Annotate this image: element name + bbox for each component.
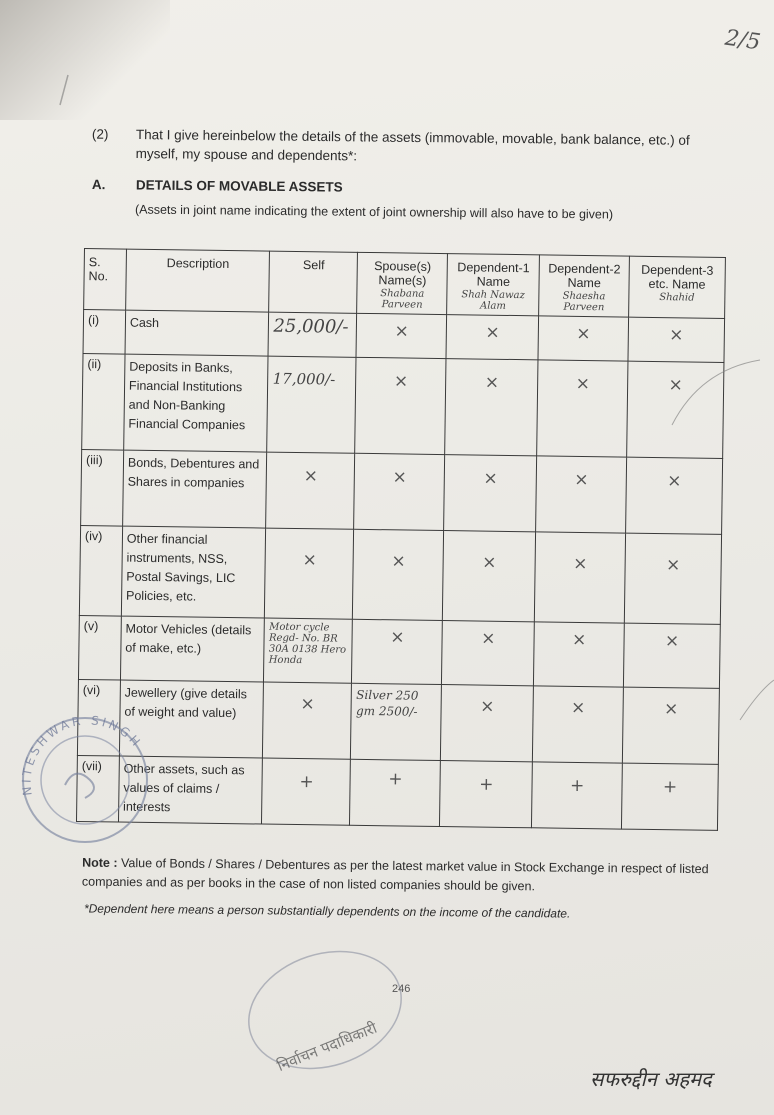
cross-mark: × (483, 468, 498, 489)
plus-mark: + (662, 777, 678, 798)
cross-mark: × (300, 694, 315, 715)
header-spouse (357, 252, 448, 314)
cross-mark: × (394, 321, 410, 342)
cross-mark: × (390, 627, 405, 648)
row-description: Cash (125, 310, 269, 356)
spouse-value (355, 357, 446, 454)
dep2-value (538, 316, 628, 361)
dep2-value (534, 622, 625, 687)
header-dep3-label: Dependent-3 etc. Name (641, 262, 714, 292)
header-dep1 (447, 254, 540, 316)
cross-mark: × (485, 322, 500, 343)
dep1-value (444, 455, 537, 532)
cross-mark: × (484, 372, 500, 393)
header-dep3 (629, 256, 726, 318)
handwritten-vehicle: Motor cycle Regd- No. BR 30A 0138 Hero Honda (268, 621, 347, 667)
cross-mark: × (669, 325, 684, 346)
spouse-value (354, 453, 445, 530)
dep2-value (533, 686, 624, 763)
row-number: (vi) (77, 679, 120, 756)
cross-mark: × (303, 466, 319, 487)
spouse-value (353, 529, 444, 620)
svg-text:NITESHWAR SINGH (19, 713, 144, 796)
self-value (268, 312, 357, 357)
table-row (77, 679, 719, 764)
note-label: Note : (82, 855, 118, 870)
section-subtitle: (Assets in joint name indicating the extent of joint ownership will also have to be given) (134, 202, 614, 222)
plus-mark: + (569, 775, 585, 797)
row-number: (ii) (82, 353, 125, 450)
self-value (264, 618, 353, 683)
table-row (76, 755, 718, 830)
row-number: (vii) (76, 755, 119, 822)
row-number: (iii) (81, 449, 124, 526)
intro-number: (2) (91, 126, 109, 142)
row-number: (iv) (79, 525, 122, 616)
self-value (262, 758, 351, 825)
dep2-value (532, 762, 623, 829)
header-dep2-label: Dependent-2 Name (548, 261, 621, 291)
handwritten-amount: 25,000/- (273, 315, 349, 338)
cross-mark: × (571, 629, 587, 651)
dep2-value (536, 456, 627, 533)
cross-mark: × (302, 550, 317, 571)
row-description: Motor Vehicles (details of make, etc.) (120, 616, 264, 682)
cross-mark: × (664, 631, 680, 652)
header-description: Description (126, 249, 270, 312)
dep2-name: Shaesha Parveen (562, 290, 606, 314)
header-sno: S. No. (84, 249, 127, 311)
dep3-value (622, 687, 719, 764)
row-description: Other assets, such as values of claims / interests (118, 756, 262, 824)
cross-mark: × (576, 323, 591, 345)
self-value (265, 528, 354, 619)
dep1-value (442, 621, 535, 686)
header-spouse-label: Spouse(s) Name(s) (374, 259, 432, 288)
dep3-name: Shahid (659, 292, 695, 304)
stamp-text: निर्वाचन पदाधिकारी (274, 1018, 380, 1075)
spouse-name: Shabana Parveen (380, 288, 425, 311)
cross-mark: × (574, 469, 589, 491)
self-value (266, 452, 355, 529)
cross-mark: × (391, 551, 406, 572)
cross-mark: × (665, 555, 681, 576)
section-label: A. (91, 177, 106, 193)
page-mark: 2/5 (723, 25, 762, 56)
table-row (79, 525, 721, 624)
cross-mark: × (481, 628, 496, 649)
intro-paragraph (91, 125, 742, 164)
dep1-value (443, 531, 536, 622)
dep3-value (626, 457, 723, 534)
dep3-value (624, 623, 721, 688)
dep1-value (441, 685, 534, 762)
row-description: Deposits in Banks, Financial Institutions and Non-Banking Financial Companies (124, 354, 269, 452)
self-value (267, 356, 356, 453)
note-text: Value of Bonds / Shares / Debentures as per the latest market value in Stock Exchange in respect of listed companies and as per books in the case of non listed companies should be given. (81, 856, 709, 894)
row-description: Jewellery (give details of weight and value) (119, 680, 264, 758)
seal-text: NITESHWAR SINGH (19, 713, 145, 797)
candidate-signature: सफरुद्दीन अहमद (590, 1067, 712, 1091)
self-value (263, 682, 352, 759)
row-description: Bonds, Debentures and Shares in companies (123, 450, 268, 528)
note-block (82, 854, 732, 899)
dep1-value (446, 315, 538, 360)
cross-mark: × (668, 375, 683, 396)
row-description: Other financial instruments, NSS, Postal Savings, LIC Policies, etc. (121, 526, 266, 618)
dep1-name: Shah Nawaz Alam (461, 289, 525, 312)
table-row (82, 353, 724, 458)
plus-mark: + (388, 769, 403, 790)
cross-mark: × (482, 552, 497, 573)
dep3-value (627, 361, 724, 458)
dep3-value (622, 763, 719, 830)
intro-text: That I give hereinbelow the details of the assets (immovable, movable, bank balance, etc.) of myself, my spouse and dependents*: (135, 127, 690, 164)
header-dep1-label: Dependent-1 Name (457, 260, 530, 289)
spouse-value (352, 619, 443, 684)
dep2-value (535, 532, 626, 623)
table-row (81, 449, 723, 534)
officer-stamp (235, 945, 415, 1075)
row-number: (i) (83, 310, 126, 355)
dep1-value (445, 359, 538, 456)
spouse-value (351, 683, 442, 760)
dep2-value (537, 360, 628, 457)
section-title: DETAILS OF MOVABLE ASSETS (135, 177, 343, 195)
cross-mark: × (392, 467, 407, 488)
header-self: Self (269, 251, 358, 313)
spouse-value (350, 759, 441, 826)
official-seal-stamp (10, 700, 160, 850)
movable-assets-table (76, 248, 726, 831)
header-dep2 (539, 255, 630, 317)
dep3-value (624, 533, 721, 624)
dep3-value (628, 317, 725, 362)
header-row (84, 249, 726, 319)
cross-mark: × (667, 471, 682, 492)
plus-mark: + (479, 774, 494, 795)
dep1-value (440, 761, 533, 828)
plus-mark: + (299, 772, 314, 793)
cross-mark: × (575, 373, 591, 395)
cross-mark: × (572, 553, 588, 575)
row-number: (v) (78, 615, 121, 680)
handwritten-jewellery: Silver 250 gm 2500/- (355, 687, 419, 719)
cross-mark: × (663, 699, 679, 720)
scan-shadow (0, 0, 170, 120)
handwritten-amount: 17,000/- (272, 369, 336, 389)
cross-mark: × (480, 696, 495, 717)
cross-mark: × (393, 371, 409, 392)
cross-mark: × (570, 697, 586, 719)
spouse-value (356, 313, 446, 358)
page-number: 246 (392, 983, 411, 995)
dependent-footnote: *Dependent here means a person substantially dependents on the income of the candidate. (83, 901, 571, 921)
table-row (78, 615, 720, 688)
